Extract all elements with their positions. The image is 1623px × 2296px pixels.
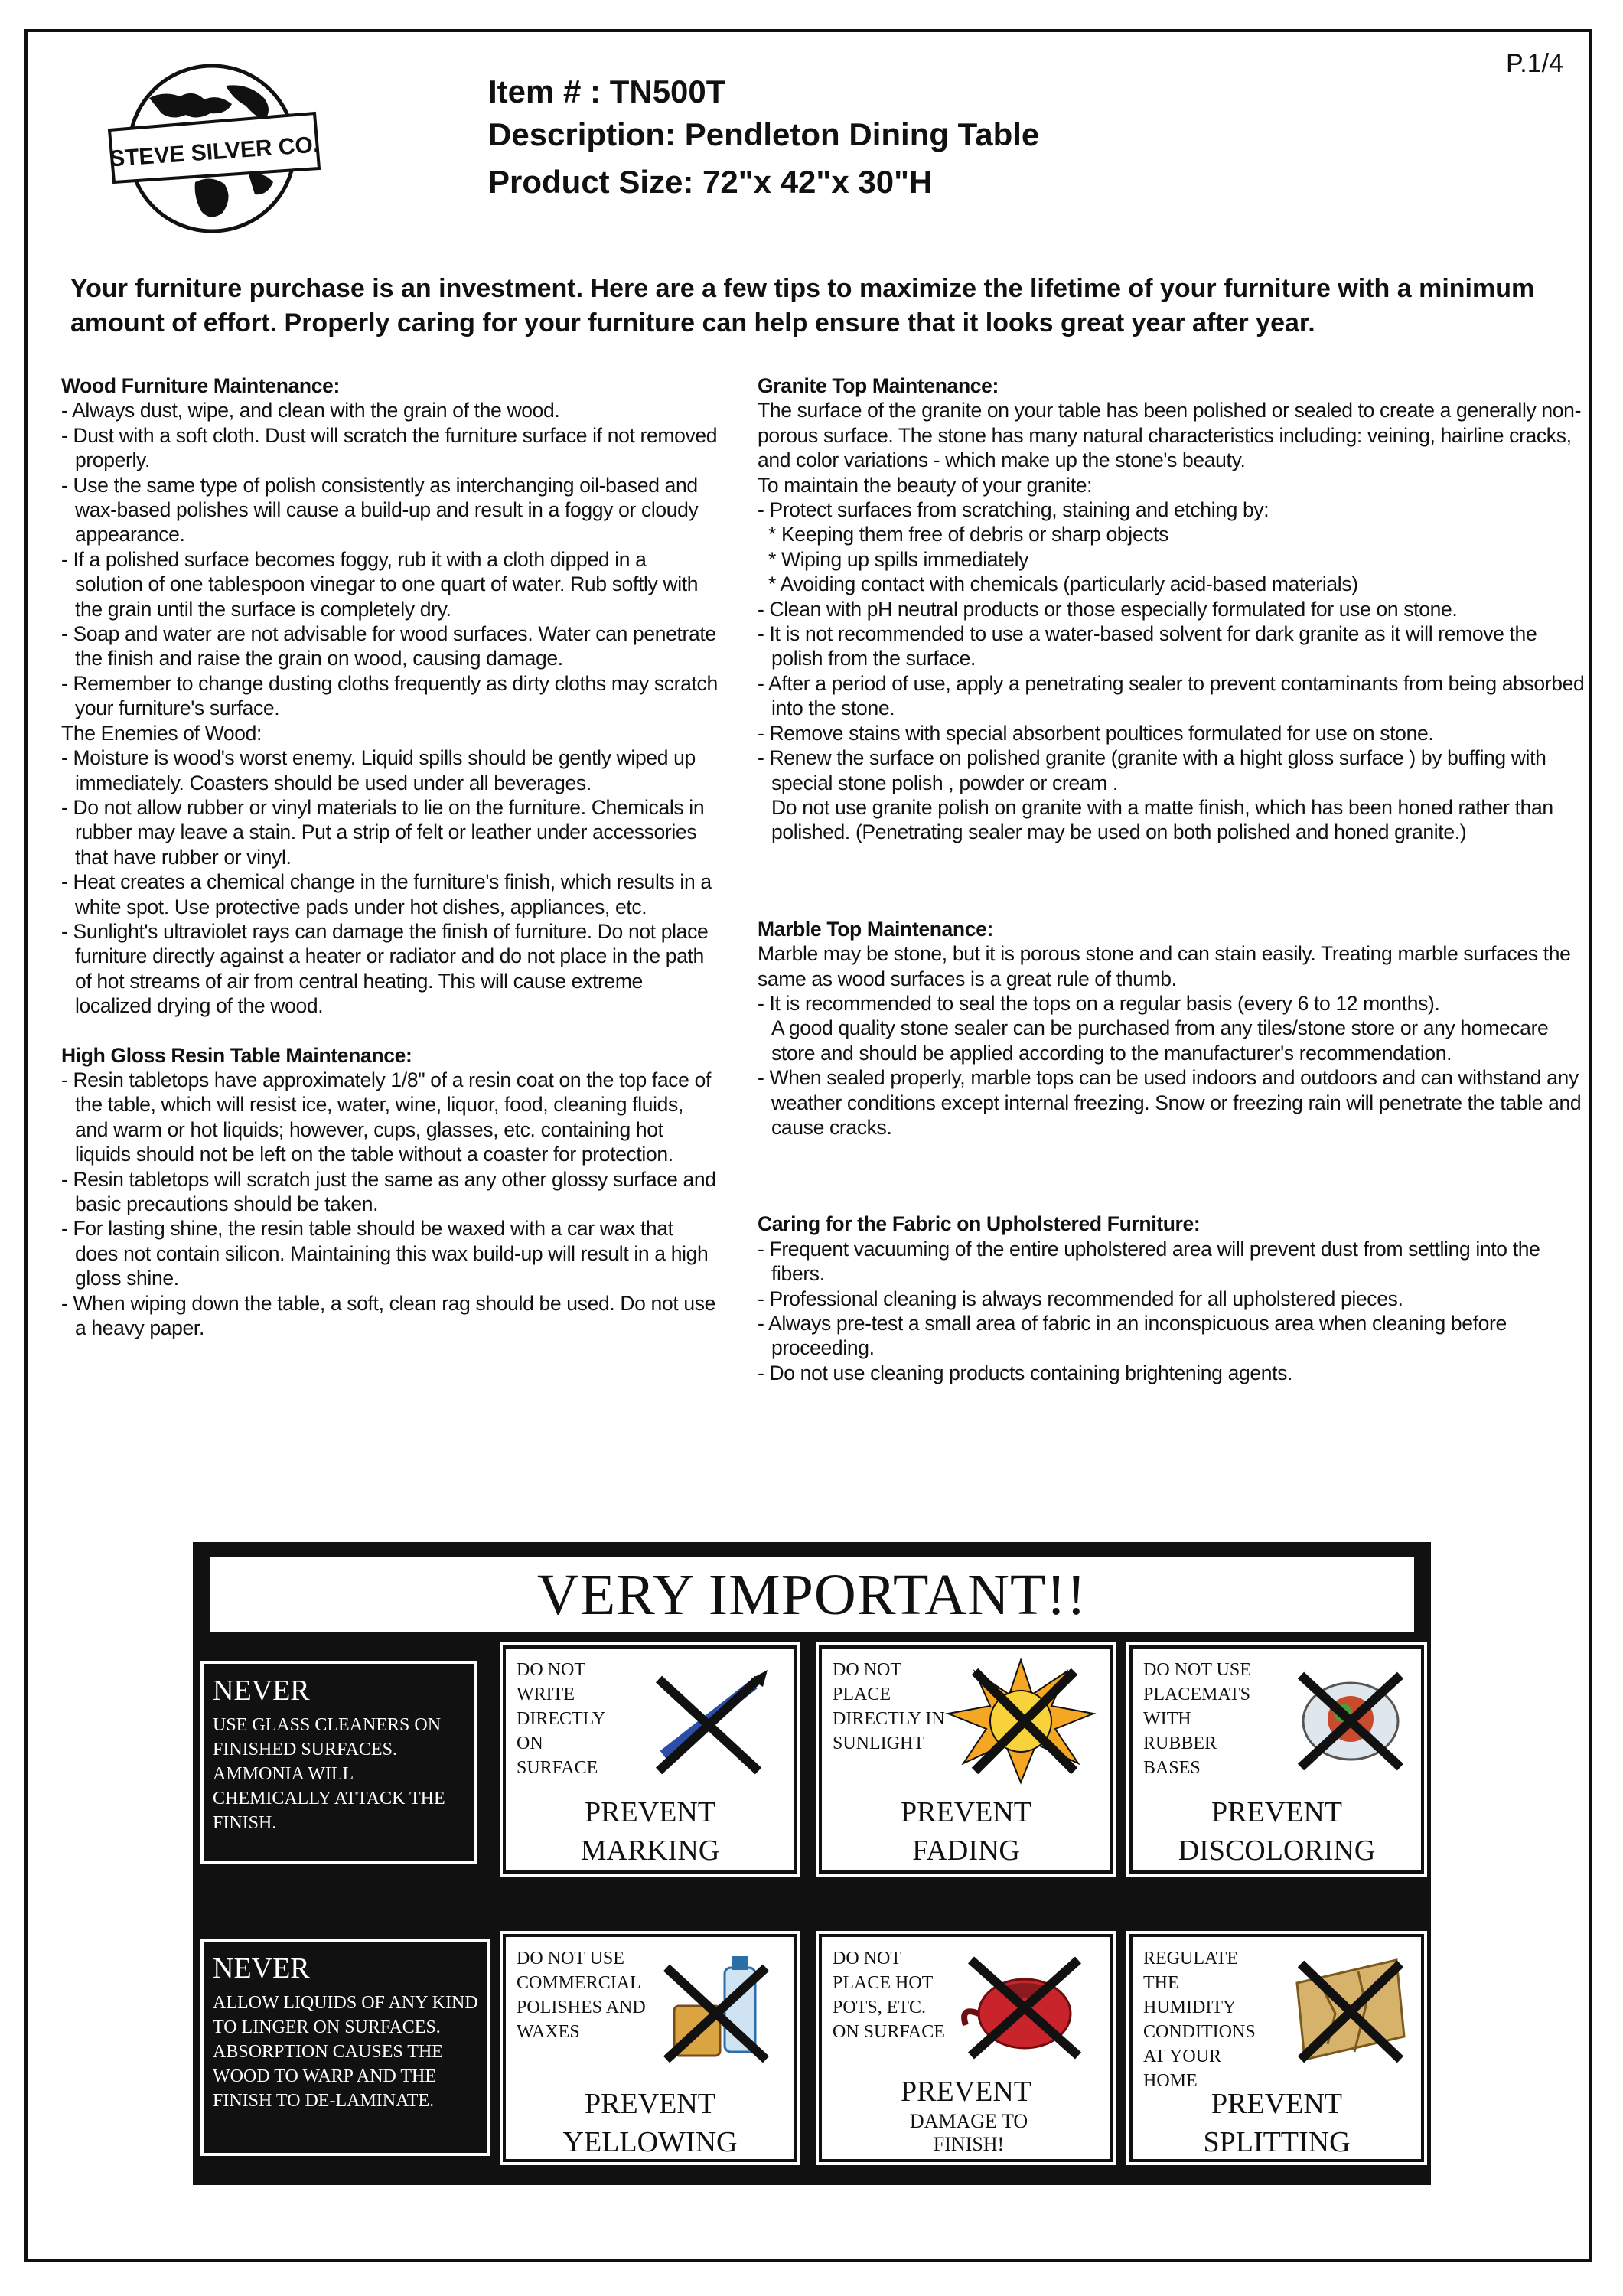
resin-item: - For lasting shine, the resin table should be waxed with a car wax that does not contain silicon. Maintaining this wax build-up will result in a high gloss shine. xyxy=(61,1217,709,1290)
wood-item: - If a polished surface becomes foggy, rub it with a cloth dipped in a solution of one tablespoon vinegar to one quart of water. Rub softly with the grain until the surface is completely dry. xyxy=(61,547,699,621)
left-column xyxy=(61,373,719,1340)
granite-item: - Clean with pH neutral products or those especially formulated for use on stone. xyxy=(758,597,1458,621)
enemies-item: - Sunlight's ultraviolet rays can damage the finish of furniture. Do not place furniture directly against a heater or radiator and do not place in the path of hot streams of air from central heating. This will cause extreme localized drying of the wood. xyxy=(61,919,709,1018)
wood-item: - Use the same type of polish consistently as interchanging oil-based and wax-based polishes will cause a build-up and result in a foggy or cloudy appearance. xyxy=(61,473,699,546)
enemies-item: - Do not allow rubber or vinyl materials to lie on the furniture. Chemicals in rubber may leave a stain. Put a strip of felt or leather under accessories that have rubber or vinyl. xyxy=(61,795,705,869)
fabric-item: - Do not use cleaning products containing brightening agents. xyxy=(758,1361,1293,1384)
granite-protect: - Protect surfaces from scratching, staining and etching by: xyxy=(758,498,1269,522)
granite-item: - It is not recommended to use a water-based solvent for dark granite as it will remove the polish from the surface. xyxy=(758,622,1537,670)
logo-text: STEVE SILVER CO. xyxy=(109,132,321,172)
fabric-title: Caring for the Fabric on Upholstered Furniture: xyxy=(758,1212,1201,1236)
never-heading: NEVER xyxy=(213,1675,310,1707)
resin-item: - When wiping down the table, a soft, clean rag should be used. Do not use a heavy paper. xyxy=(61,1291,716,1340)
never-box-glass-cleaners xyxy=(200,1661,477,1864)
granite-item: - Renew the surface on polished granite (granite with a hight gloss surface ) by buffing with special stone polish , powder or cream . xyxy=(758,746,1546,794)
very-important-poster xyxy=(193,1542,1431,2185)
marble-item: - It is recommended to seal the tops on a regular basis (every 6 to 12 months). xyxy=(758,991,1440,1015)
granite-sub-item: * Wiping up spills immediately xyxy=(768,547,1029,571)
tile-prevent-target: SPLITTING xyxy=(1203,2126,1351,2158)
marble-item: - When sealed properly, marble tops can be used indoors and outdoors and can withstand any weather conditions except internal freezing. Snow or freezing rain will penetrate the table and cause cracks. xyxy=(758,1066,1582,1139)
never-body: USE GLASS CLEANERS ON FINISHED SURFACES. AMMONIA WILL CHEMICALLY ATTACK THE FINISH. xyxy=(213,1715,445,1833)
marble-sealer-note: A good quality stone sealer can be purchased from any tiles/stone store or any homecare store and should be applied according to the manufacturer's recommendation. xyxy=(771,1016,1549,1065)
wood-item: - Always dust, wipe, and clean with the grain of the wood. xyxy=(61,399,560,422)
tile-prevent-yellowing xyxy=(503,1934,797,2162)
tile-prevent-splitting xyxy=(1129,1934,1424,2162)
tile-instruction: DO NOT WRITE DIRECTLY ON SURFACE xyxy=(517,1660,605,1778)
fabric-item: - Professional cleaning is always recommended for all upholstered pieces. xyxy=(758,1287,1403,1310)
enemies-title: The Enemies of Wood: xyxy=(61,721,262,745)
granite-note: Do not use granite polish on granite with a matte finish, which has been honed rather than polished. (Penetrating sealer may be used on both polished and honed granite.) xyxy=(771,795,1553,844)
placemat-icon xyxy=(1286,1664,1416,1779)
tile-instruction: DO NOT USE PLACEMATS WITH RUBBER BASES xyxy=(1143,1660,1251,1778)
tile-prevent-damage xyxy=(819,1934,1113,2162)
tile-prevent-target: DISCOLORING xyxy=(1178,1835,1376,1867)
page-number: P.1/4 xyxy=(1505,49,1563,78)
tile-prevent-target: YELLOWING xyxy=(562,2126,738,2158)
tile-prevent-fading xyxy=(819,1645,1113,1874)
granite-title: Granite Top Maintenance: xyxy=(758,374,999,397)
tile-prevent-label: PREVENT xyxy=(585,2088,715,2120)
tile-instruction: REGULATE THE HUMIDITY CONDITIONS AT YOUR HOME xyxy=(1143,1949,1256,2091)
right-column xyxy=(758,373,1592,1385)
granite-item: - After a period of use, apply a penetrating sealer to prevent contaminants from being absorbed into the stone. xyxy=(758,671,1585,720)
resin-item: - Resin tabletops will scratch just the same as any other glossy surface and basic precautions should be taken. xyxy=(61,1167,716,1215)
enemies-item: - Moisture is wood's worst enemy. Liquid spills should be gently wiped up immediately. Coasters should be used under all beverages. xyxy=(61,746,696,794)
tile-prevent-marking xyxy=(503,1645,797,1874)
resin-title: High Gloss Resin Table Maintenance: xyxy=(61,1043,412,1067)
intro-paragraph: Your furniture purchase is an investment. Here are a few tips to maximize the lifetime of your furniture with a minimum amount of effort. Properly caring for your furniture can help ensure that it looks great year after year. xyxy=(70,274,1535,338)
steve-silver-logo xyxy=(103,60,321,237)
sun-icon xyxy=(944,1656,1097,1786)
tile-instruction: DO NOT USE COMMERCIAL POLISHES AND WAXES xyxy=(517,1949,646,2042)
tile-prevent-discoloring xyxy=(1129,1645,1424,1874)
marble-intro: Marble may be stone, but it is porous stone and can stain easily. Treating marble surfaces the same as wood surfaces is a great rule of thumb. xyxy=(758,942,1571,990)
tile-instruction: DO NOT PLACE HOT POTS, ETC. ON SURFACE xyxy=(833,1949,945,2042)
enemies-item: - Heat creates a chemical change in the furniture's finish, which results in a white spot. Use protective pads under hot dishes, appliances, etc. xyxy=(61,870,712,918)
wood-title: Wood Furniture Maintenance: xyxy=(61,374,341,397)
never-box-liquids xyxy=(200,1939,490,2156)
fabric-item: - Always pre-test a small area of fabric in an inconspicuous area when cleaning before proceeding. xyxy=(758,1312,1507,1360)
granite-intro: The surface of the granite on your table has been polished or sealed to create a generally non-porous surface. The stone has many natural characteristics including: veining, hairline cracks, and color variations - which make up the stone's beauty. xyxy=(758,399,1582,472)
product-header xyxy=(488,70,1039,204)
granite-maintain: To maintain the beauty of your granite: xyxy=(758,473,1093,497)
granite-sub-item: * Avoiding contact with chemicals (particularly acid-based materials) xyxy=(768,572,1358,596)
tile-prevent-target: DAMAGE TO FINISH! xyxy=(909,2110,1028,2155)
never-heading: NEVER xyxy=(213,1952,310,1985)
tile-prevent-label: PREVENT xyxy=(901,1796,1031,1828)
tile-prevent-label: PREVENT xyxy=(585,1796,715,1828)
pen-icon xyxy=(636,1664,781,1779)
fabric-item: - Frequent vacuuming of the entire upholstered area will prevent dust from settling into the fibers. xyxy=(758,1237,1540,1286)
tile-prevent-target: MARKING xyxy=(580,1835,720,1867)
product-description: Description: Pendleton Dining Table xyxy=(488,116,1040,152)
item-number: Item # : TN500T xyxy=(488,73,726,109)
poster-title: VERY IMPORTANT!! xyxy=(210,1557,1414,1632)
never-body: ALLOW LIQUIDS OF ANY KIND TO LINGER ON SURFACES. ABSORPTION CAUSES THE WOOD TO WARP AND THE FINISH TO DE-LAMINATE. xyxy=(213,1993,478,2111)
tile-prevent-label: PREVENT xyxy=(901,2076,1031,2108)
granite-item: - Remove stains with special absorbent poultices formulated for use on stone. xyxy=(758,721,1434,745)
wood-item: - Remember to change dusting cloths frequently as dirty cloths may scratch your furniture's surface. xyxy=(61,671,718,720)
tile-prevent-target: FADING xyxy=(912,1835,1020,1867)
product-size: Product Size: 72"x 42"x 30"H xyxy=(488,164,933,200)
tile-prevent-label: PREVENT xyxy=(1211,1796,1342,1828)
granite-sub-item: * Keeping them free of debris or sharp objects xyxy=(768,523,1169,546)
polish-bottle-icon xyxy=(651,1952,781,2067)
marble-title: Marble Top Maintenance: xyxy=(758,917,994,941)
wood-item: - Dust with a soft cloth. Dust will scratch the furniture surface if not removed properly. xyxy=(61,423,718,472)
tile-instruction: DO NOT PLACE DIRECTLY IN SUNLIGHT xyxy=(833,1660,945,1753)
resin-item: - Resin tabletops have approximately 1/8" of a resin coat on the top face of the table, which will resist ice, water, wine, liquor, food, cleaning fluids, and warm or hot liquids; however, cups, glasses, etc. containing hot liquids should not be left on the table without a coaster for protection. xyxy=(61,1068,711,1166)
tile-prevent-label: PREVENT xyxy=(1211,2088,1342,2120)
hot-pot-icon xyxy=(952,1949,1097,2063)
wood-item: - Soap and water are not advisable for wood surfaces. Water can penetrate the finish and raise the grain on wood, causing damage. xyxy=(61,622,716,670)
split-wood-icon xyxy=(1282,1952,1416,2067)
